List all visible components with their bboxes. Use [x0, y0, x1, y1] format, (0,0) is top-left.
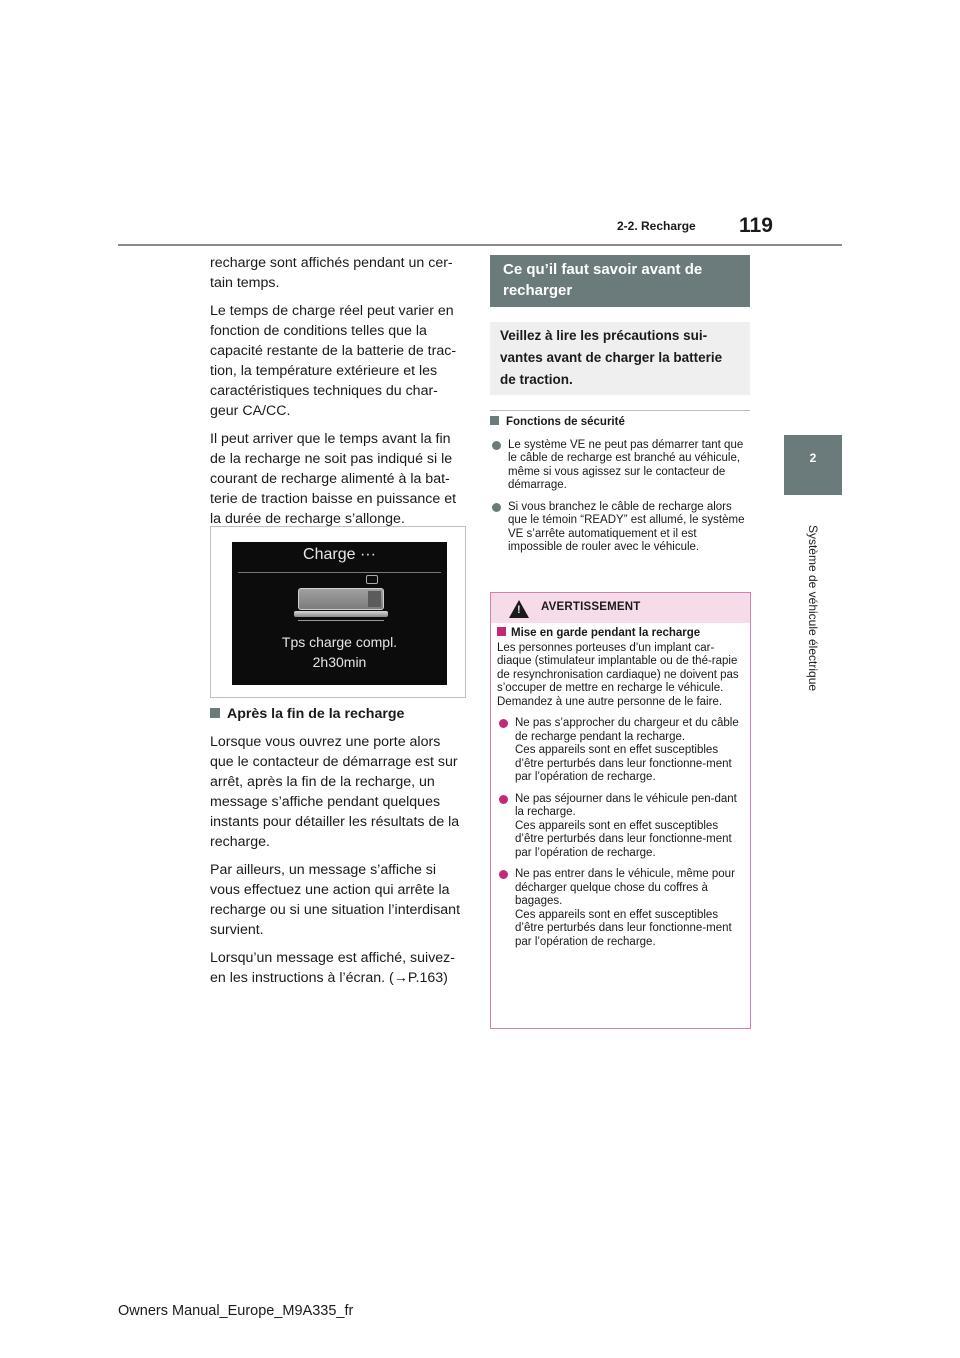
square-bullet-icon	[210, 708, 220, 718]
paragraph: recharge sont affichés pendant un cer-tain temps.	[210, 255, 453, 291]
charge-time-value: 2h30min	[312, 654, 367, 670]
subheading	[210, 704, 466, 724]
bullet-dot-icon	[499, 795, 508, 804]
page-number: 119	[739, 214, 773, 237]
bullet-dot-icon	[492, 503, 501, 512]
bullet-dot-icon	[499, 719, 508, 728]
chapter-tab[interactable]: 2	[784, 435, 842, 495]
paragraph: Par ailleurs, un message s’affiche si vous effectuez une action qui arrête la recharge ou si une situation l’interdisant survient.	[210, 862, 461, 938]
battery-base	[294, 611, 388, 617]
square-bullet-icon	[497, 627, 506, 636]
list-item-note: Ces appareils sont en effet susceptibles d’être perturbés dans leur fonctionne-ment par l’opération de recharge.	[515, 819, 732, 859]
battery-icon	[298, 588, 384, 610]
paragraph: Il peut arriver que le temps avant la fin de la recharge ne soit pas indiqué si le courant de recharge alimenté à la bat-terie de traction baisse en puissance et la durée de recharge s’allonge.	[210, 431, 457, 527]
list-item	[497, 717, 743, 785]
subheading-text: Fonctions de sécurité	[506, 416, 625, 428]
list-item	[490, 501, 750, 555]
list-item-text: Ne pas s’approcher du chargeur et du câble de recharge pendant la recharge.	[515, 717, 739, 743]
warning-box	[490, 592, 751, 1029]
subheading	[497, 627, 743, 641]
chapter-title: Système de véhicule électrique	[806, 524, 820, 691]
list-item	[490, 439, 750, 493]
left-column-top	[210, 253, 466, 537]
list-item	[497, 868, 743, 949]
screen-divider	[238, 572, 441, 573]
footer: Owners Manual_Europe_M9A335_fr	[118, 1303, 354, 1319]
paragraph: Lorsque vous ouvrez une porte alors que le contacteur de démarrage est sur arrêt, après la fin de la recharge, un message s’affiche pendant quelques instants pour détailler les résultats de la recharge.	[210, 734, 460, 850]
paragraph: Lorsqu’un message est affiché, suivez-en les instructions à l’écran. (→P.163)	[210, 950, 455, 986]
warning-title: AVERTISSEMENT	[541, 601, 641, 613]
list-item-text: Ne pas séjourner dans le véhicule pen-dant la recharge.	[515, 792, 737, 818]
list-item-note: Ces appareils sont en effet susceptibles d’être perturbés dans leur fonctionne-ment par l’opération de recharge.	[515, 908, 732, 948]
plug-icon	[366, 575, 378, 584]
info-box: Veillez à lire les précautions sui-vantes avant de charger la batterie de traction.	[490, 322, 750, 395]
battery-level-segment	[368, 591, 381, 607]
bullet-dot-icon	[492, 441, 501, 450]
list-item-text: Le système VE ne peut pas démarrer tant que le câble de recharge est branché au véhicule, même si vous agissez sur le contacteur de démarrage.	[508, 438, 744, 491]
list-item	[497, 793, 743, 861]
screen-title: Charge ···	[303, 546, 376, 563]
warning-body	[497, 627, 743, 957]
list-item-text: Si vous branchez le câble de recharge alors que le témoin “READY” est allumé, le système VE s’arrête automatiquement et il est impossible de rouler avec le véhicule.	[508, 500, 745, 553]
charge-screen	[232, 542, 447, 685]
header-divider	[118, 244, 842, 246]
warning-intro: Les personnes porteuses d’un implant car-diaque (stimulateur implantable ou de thé-rapie de resynchronisation cardiaque) ne doivent pas s’occuper de mettre en recharge le véhicule. Demandez à une autre personne de le faire.	[497, 641, 739, 708]
paragraph: Le temps de charge réel peut varier en fonction de conditions telles que la capacité restante de la batterie de trac-tion, la température extérieure et les caractéristiques techniques du char-geur CA/CC.	[210, 303, 457, 419]
list-item-note: Ces appareils sont en effet susceptibles d’être perturbés dans leur fonctionne-ment par l’opération de recharge.	[515, 744, 732, 783]
chapter-title-container	[784, 500, 842, 715]
subheading-text: Mise en garde pendant la recharge	[511, 627, 701, 639]
warning-triangle-icon	[509, 600, 529, 618]
square-bullet-icon	[490, 416, 499, 425]
charge-time-label: Tps charge compl.	[281, 634, 398, 650]
subheading-text: Après la fin de la recharge	[227, 706, 405, 722]
display-illustration	[210, 526, 466, 698]
bullet-dot-icon	[499, 870, 508, 879]
left-column-bottom	[210, 704, 466, 996]
list-item-text: Ne pas entrer dans le véhicule, même pour décharger quelque chose du coffres à bagages.	[515, 868, 735, 907]
warning-header	[491, 593, 750, 623]
safety-section	[490, 416, 750, 563]
section-reference: 2-2. Recharge	[617, 219, 696, 233]
info-banner: Ce qu’il faut savoir avant de recharger	[490, 255, 750, 307]
section-divider	[490, 410, 750, 411]
subheading	[490, 416, 750, 430]
level-ticks	[298, 620, 384, 624]
